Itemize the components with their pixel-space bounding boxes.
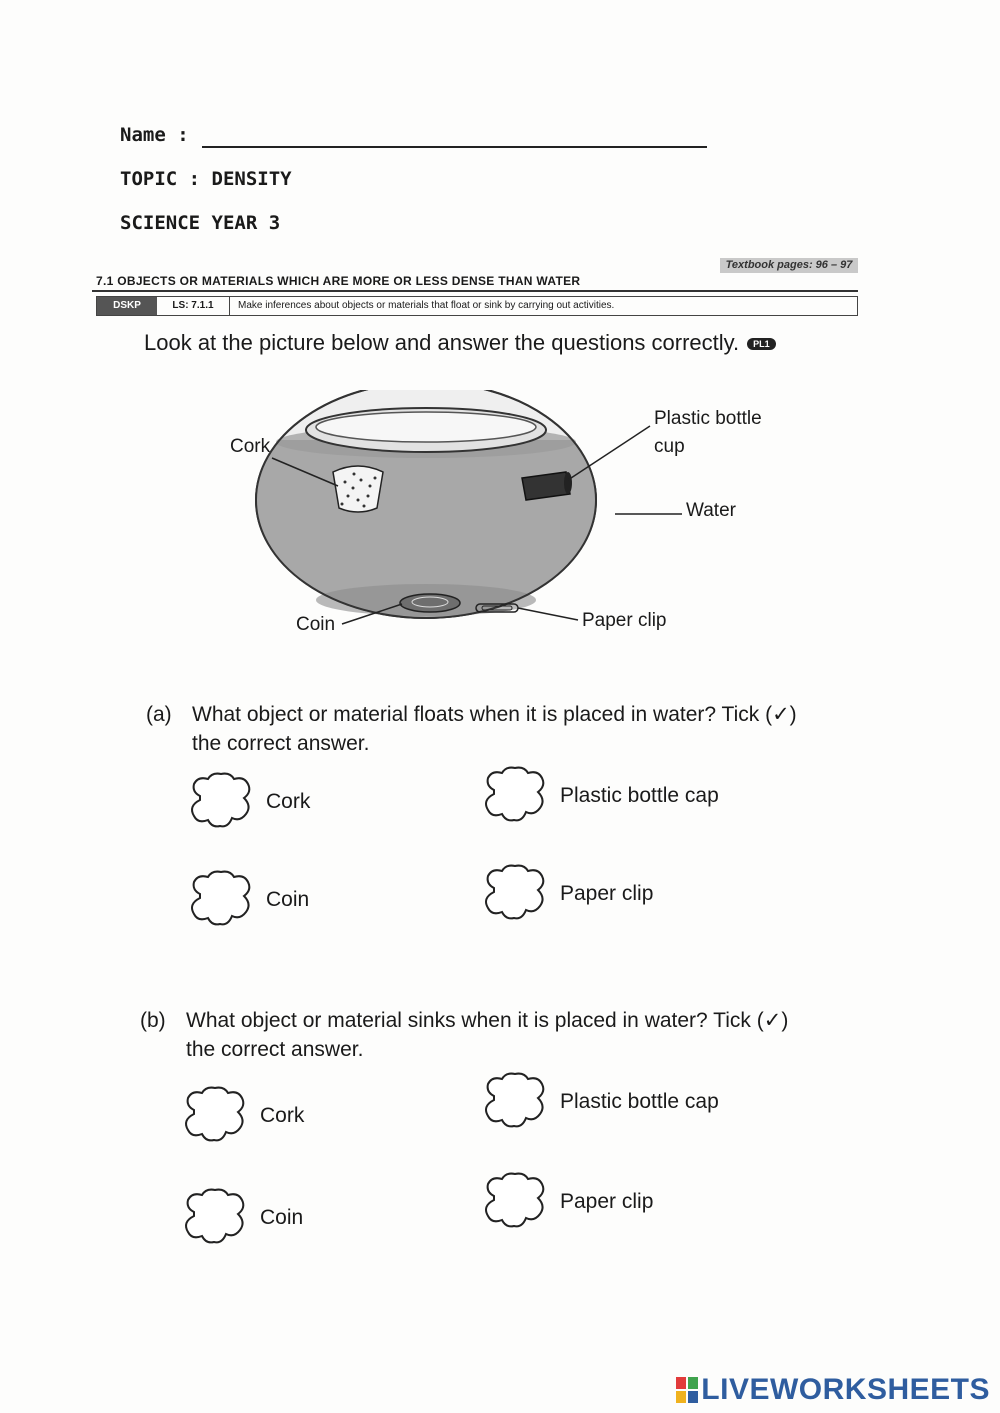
label-water: Water — [686, 500, 736, 521]
option-b-plastic-bottle-cap[interactable] — [480, 1070, 719, 1134]
coin-icon — [400, 594, 460, 612]
cloud-checkbox-icon[interactable] — [480, 862, 550, 926]
dskp-label: DSKP — [97, 297, 157, 315]
liveworksheets-brand — [676, 1373, 990, 1407]
option-label: Cork — [266, 790, 311, 813]
option-a-plastic-bottle-cap[interactable] — [480, 764, 719, 828]
label-cork: Cork — [230, 436, 271, 457]
option-label: Plastic bottle cap — [560, 784, 719, 807]
question-b-line1: What object or material sinks when it is placed in water? Tick (✓) — [186, 1009, 789, 1032]
question-b-text — [186, 1006, 866, 1064]
instruction-text: Look at the picture below and answer the questions correctly. — [144, 330, 740, 355]
cork-icon — [333, 466, 383, 512]
question-b — [140, 1006, 880, 1066]
cloud-checkbox-icon[interactable] — [480, 1170, 550, 1234]
option-b-paper-clip[interactable] — [480, 1170, 653, 1234]
option-label: Paper clip — [560, 882, 654, 905]
question-a-letter: (a) — [146, 703, 172, 726]
question-a-line2: the correct answer. — [192, 732, 370, 755]
question-b-line2: the correct answer. — [186, 1038, 364, 1061]
cloud-checkbox-icon[interactable] — [480, 1070, 550, 1134]
liveworksheets-logo-icon — [676, 1377, 698, 1403]
cloud-checkbox-icon[interactable] — [186, 770, 256, 834]
question-a-text — [192, 700, 872, 758]
option-label: Plastic bottle cap — [560, 1090, 719, 1113]
pl-badge: PL1 — [747, 338, 776, 350]
textbook-pages-badge: Textbook pages: 96 – 97 — [720, 258, 858, 273]
name-label: Name : — [120, 124, 189, 146]
label-paper-clip: Paper clip — [582, 610, 667, 631]
option-label: Paper clip — [560, 1190, 654, 1213]
option-label: Coin — [266, 888, 310, 911]
brand-text: LIVEWORKSHEETS — [701, 1373, 990, 1406]
subject-heading: SCIENCE YEAR 3 — [120, 212, 281, 234]
cloud-checkbox-icon[interactable] — [480, 764, 550, 828]
learning-standard-box — [96, 296, 858, 316]
option-b-cork[interactable] — [180, 1084, 304, 1148]
label-coin: Coin — [296, 614, 336, 635]
option-a-coin[interactable] — [186, 868, 309, 932]
label-cap-line1: Plastic bottle — [654, 408, 762, 429]
option-b-coin[interactable] — [180, 1186, 303, 1250]
section-title: 7.1 OBJECTS OR MATERIALS WHICH ARE MORE OR LESS DENSE THAN WATER — [96, 274, 581, 288]
instruction — [144, 330, 776, 356]
cloud-checkbox-icon[interactable] — [180, 1084, 250, 1148]
name-answer-line[interactable] — [202, 146, 707, 148]
ls-code: LS: 7.1.1 — [157, 297, 230, 315]
option-a-cork[interactable] — [186, 770, 310, 834]
option-a-paper-clip[interactable] — [480, 862, 653, 926]
section-divider — [92, 290, 858, 292]
option-label: Cork — [260, 1104, 305, 1127]
cloud-checkbox-icon[interactable] — [180, 1186, 250, 1250]
cloud-checkbox-icon[interactable] — [186, 868, 256, 932]
ls-description: Make inferences about objects or materials that float or sink by carrying out activities. — [238, 300, 615, 311]
label-cap-line2: cup — [654, 436, 685, 457]
topic-heading: TOPIC : DENSITY — [120, 168, 292, 190]
option-label: Coin — [260, 1206, 304, 1229]
question-a-line1: What object or material floats when it is placed in water? Tick (✓) — [192, 703, 797, 726]
question-b-letter: (b) — [140, 1009, 166, 1032]
question-a — [146, 700, 886, 760]
